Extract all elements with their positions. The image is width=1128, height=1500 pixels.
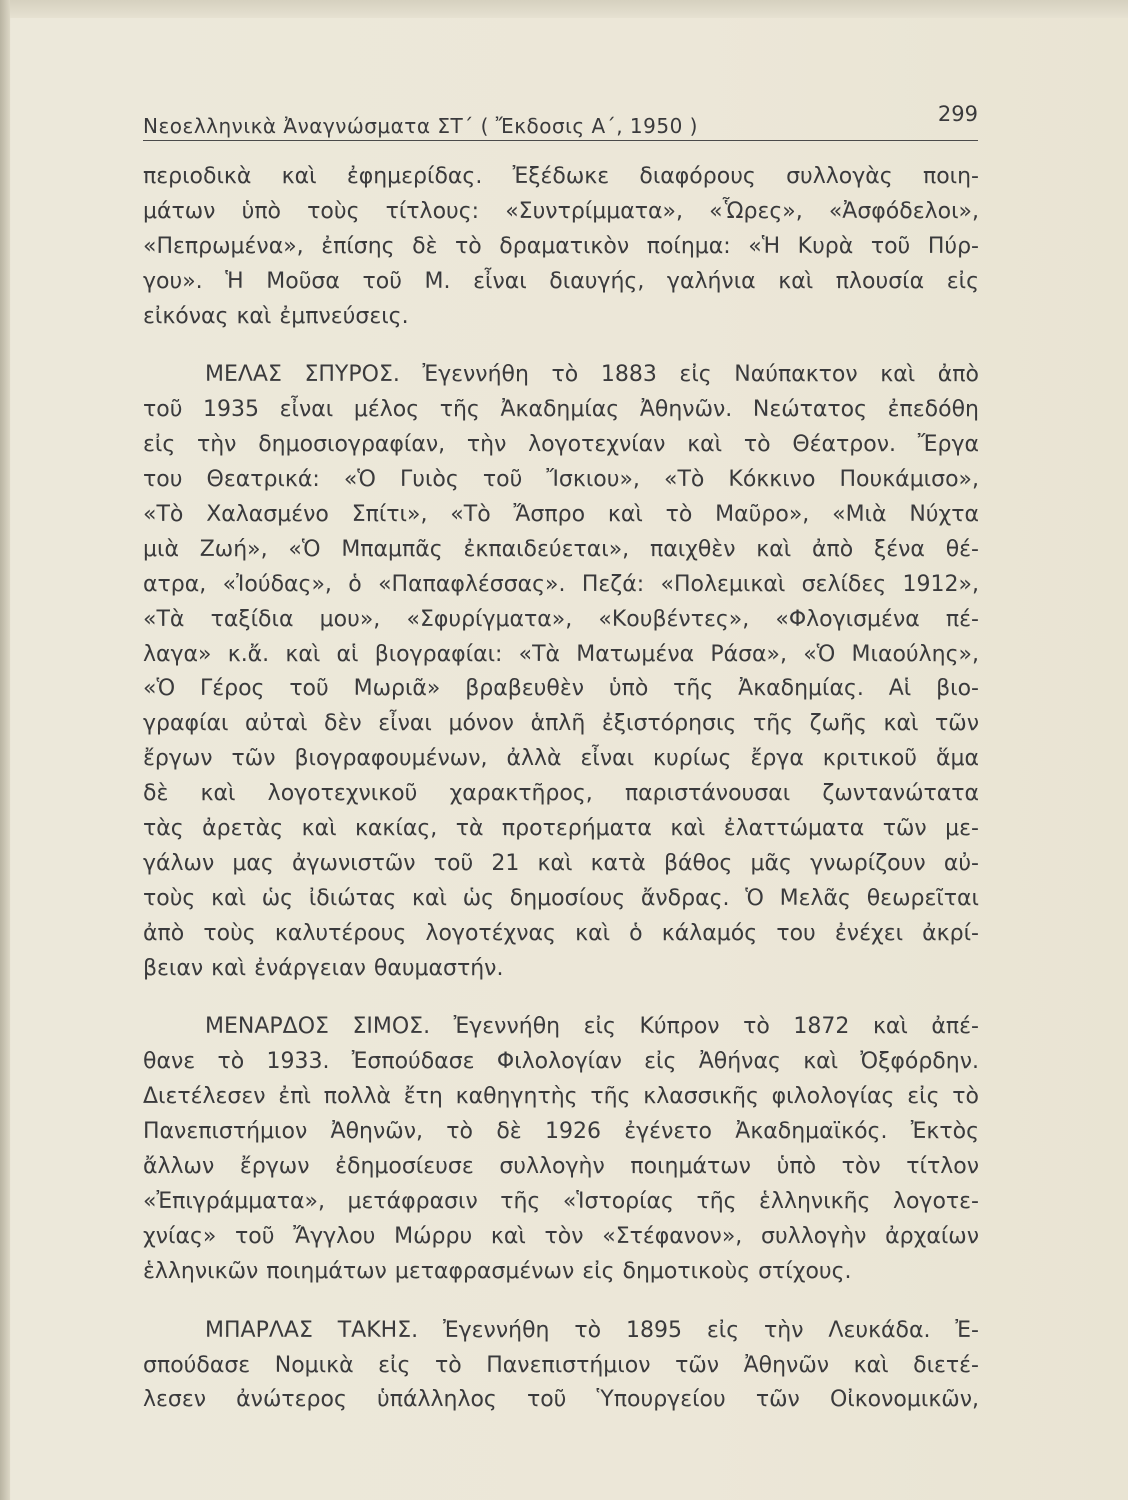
text-line: «Ἐπιγράμματα», μετάφρασιν τῆς «Ἱστορίας τῆς ἑλληνικῆς λογοτε- bbox=[143, 1188, 979, 1214]
text-line: του Θεατρικά: «Ὁ Γυιὸς τοῦ Ἴσκιου», «Τὸ Κόκκινο Πουκάμισο», bbox=[143, 467, 979, 493]
paragraph-gap bbox=[143, 986, 979, 1010]
text-line: ἀπὸ τοὺς καλυτέρους λογοτέχνας καὶ ὁ κάλαμός του ἐνέχει ἀκρί- bbox=[143, 920, 979, 946]
text-line: «Τὰ ταξίδια μου», «Σφυρίγματα», «Κουβέντες», «Φλογισμένα πέ- bbox=[143, 606, 979, 632]
text-line: βειαν καὶ ἐνάργειαν θαυμαστήν. bbox=[143, 955, 504, 981]
text-line: ἑλληνικῶν ποιημάτων μεταφρασμένων εἰς δημοτικοὺς στίχους. bbox=[143, 1258, 852, 1284]
text-line: Πανεπιστήμιον Ἀθηνῶν, τὸ δὲ 1926 ἐγένετο Ἀκαδημαϊκός. Ἐκτὸς bbox=[143, 1119, 979, 1145]
entry-heading-line: ΜΕΛΑΣ ΣΠΥΡΟΣ. Ἐγεννήθη τὸ 1883 εἰς Ναύπακτον καὶ ἀπὸ bbox=[205, 362, 979, 388]
entry-heading-line: ΜΕΝΑΡΔΟΣ ΣΙΜΟΣ. Ἐγεννήθη εἰς Κύπρον τὸ 1872 καὶ ἀπέ- bbox=[205, 1014, 979, 1040]
text-line: χνίας» τοῦ Ἄγγλου Μώρρυ καὶ τὸν «Στέφανον», συλλογὴν ἀρχαίων bbox=[143, 1223, 979, 1249]
header-title: Νεοελληνικὰ Ἀναγνώσματα ΣΤ΄ ( Ἔκδοσις Α΄, 1950 ) bbox=[143, 114, 698, 138]
text-line: θανε τὸ 1933. Ἐσπούδασε Φιλολογίαν εἰς Ἀθήνας καὶ Ὀξφόρδην. bbox=[143, 1049, 979, 1075]
text-line: τὰς ἀρετὰς καὶ κακίας, τὰ προτερήματα καὶ ἐλαττώματα τῶν με- bbox=[143, 816, 979, 842]
paragraph-menardos-simos bbox=[143, 1010, 979, 1289]
running-header bbox=[143, 102, 978, 142]
text-line: «Πεπρωμένα», ἐπίσης δὲ τὸ δραματικὸν ποίημα: «Ἡ Κυρὰ τοῦ Πύρ- bbox=[143, 233, 979, 259]
text-line: δὲ καὶ λογοτεχνικοῦ χαρακτῆρος, παριστάνουσαι ζωντανώτατα bbox=[143, 781, 979, 807]
text-line: τοῦ 1935 εἶναι μέλος τῆς Ἀκαδημίας Ἀθηνῶν. Νεώτατος ἐπεδόθη bbox=[143, 397, 979, 423]
text-line: γάλων μας ἀγωνιστῶν τοῦ 21 καὶ κατὰ βάθος μᾶς γνωρίζουν αὐ- bbox=[143, 850, 979, 876]
header-rule bbox=[143, 140, 978, 141]
paragraph-melas-spyros bbox=[143, 358, 979, 986]
page-number: 299 bbox=[937, 102, 978, 126]
text-line: ατρα, «Ἰούδας», ὁ «Παπαφλέσσας». Πεζά: «Πολεμικαὶ σελίδες 1912», bbox=[143, 571, 979, 597]
text-line: «Τὸ Χαλασμένο Σπίτι», «Τὸ Ἄσπρο καὶ τὸ Μαῦρο», «Μιὰ Νύχτα bbox=[143, 502, 979, 528]
text-line: σπούδασε Νομικὰ εἰς τὸ Πανεπιστήμιον τῶν Ἀθηνῶν καὶ διετέ- bbox=[143, 1352, 979, 1378]
text-line: γραφίαι αὐταὶ δὲν εἶναι μόνον ἁπλῆ ἐξιστόρησις τῆς ζωῆς καὶ τῶν bbox=[143, 711, 979, 737]
text-line: λεσεν ἀνώτερος ὑπάλληλος τοῦ Ὑπουργείου τῶν Οἰκονομικῶν, bbox=[143, 1387, 979, 1413]
entry-heading-line: ΜΠΑΡΛΑΣ ΤΑΚΗΣ. Ἐγεννήθη τὸ 1895 εἰς τὴν Λευκάδα. Ἐ- bbox=[205, 1317, 979, 1343]
text-line: εἰς τὴν δημοσιογραφίαν, τὴν λογοτεχνίαν καὶ τὸ Θέατρον. Ἔργα bbox=[143, 432, 979, 458]
text-line: μάτων ὑπὸ τοὺς τίτλους: «Συντρίμματα», «Ὧρες», «Ἀσφόδελοι», bbox=[143, 198, 979, 224]
paragraph-gap bbox=[143, 334, 979, 358]
text-line: τοὺς καὶ ὡς ἰδιώτας καὶ ὡς δημοσίους ἄνδρας. Ὁ Μελᾶς θεωρεῖται bbox=[143, 885, 979, 911]
text-line: «Ὁ Γέρος τοῦ Μωριᾶ» βραβευθὲν ὑπὸ τῆς Ἀκαδημίας. Αἱ βιο- bbox=[143, 676, 979, 702]
text-line: λαγα» κ.ἄ. καὶ αἱ βιογραφίαι: «Τὰ Ματωμένα Ράσα», «Ὁ Μιαούλης», bbox=[143, 641, 979, 667]
text-line: περιοδικὰ καὶ ἐφημερίδας. Ἐξέδωκε διαφόρους συλλογὰς ποιη- bbox=[143, 164, 979, 189]
page-body bbox=[143, 160, 979, 1418]
paragraph-barlas-takis bbox=[143, 1314, 979, 1419]
text-line: γου». Ἡ Μοῦσα τοῦ Μ. εἶναι διαυγής, γαλήνια καὶ πλουσία εἰς bbox=[143, 268, 979, 294]
paragraph-gap bbox=[143, 1290, 979, 1314]
text-line: ἄλλων ἔργων ἐδημοσίευσε συλλογὴν ποιημάτων ὑπὸ τὸν τίτλον bbox=[143, 1154, 979, 1180]
text-line: Διετέλεσεν ἐπὶ πολλὰ ἔτη καθηγητὴς τῆς κλασσικῆς φιλολογίας εἰς τὸ bbox=[143, 1084, 979, 1110]
paragraph-intro-continuation bbox=[143, 160, 979, 334]
text-line: μιὰ Ζωή», «Ὁ Μπαμπᾶς ἐκπαιδεύεται», παιχθὲν καὶ ἀπὸ ξένα θέ- bbox=[143, 536, 979, 562]
page-top-edge bbox=[0, 0, 1128, 18]
text-line: εἰκόνας καὶ ἐμπνεύσεις. bbox=[143, 303, 409, 329]
text-line: ἔργων τῶν βιογραφουμένων, ἀλλὰ εἶναι κυρίως ἔργα κριτικοῦ ἅμα bbox=[143, 746, 979, 772]
page-binding-edge bbox=[0, 0, 10, 1500]
